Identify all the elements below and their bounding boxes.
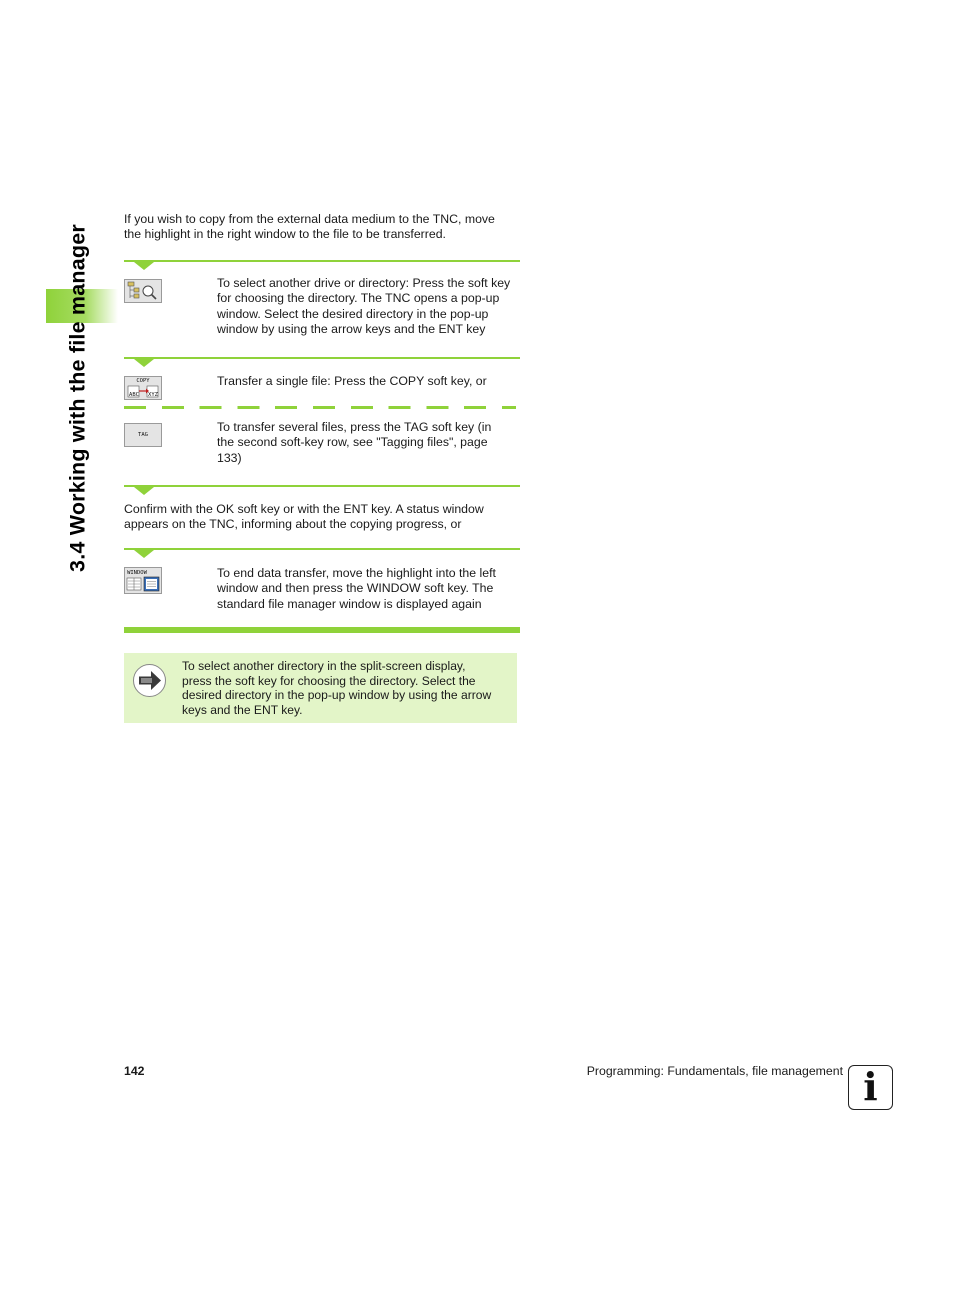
chapter-title-text: 3.4 Working with the file manager — [65, 224, 90, 572]
arrow-right-glyph — [134, 665, 165, 696]
step-4-text: Confirm with the OK soft key or with the ENT key. A status window appears on the TNC, informing about the copying progress, or — [124, 502, 484, 532]
step-divider — [124, 260, 520, 262]
step-marker — [134, 359, 154, 367]
alternative-divider — [124, 406, 516, 409]
intro-paragraph: If you wish to copy from the external data medium to the TNC, move the highlight in the right window to the file to be transferred. — [124, 212, 495, 242]
step-divider — [124, 485, 520, 487]
window-softkey-label: WINDOW — [127, 570, 147, 576]
note-text: To select another directory in the split-screen display, press the soft key for choosing the directory. Select the desired directory in the pop-up window by using the arrow keys and the ENT key. — [182, 659, 492, 717]
info-icon-glyph: i — [863, 1064, 878, 1109]
footer-section-title: Programming: Fundamentals, file management — [586, 1064, 843, 1078]
section-end-rule — [124, 627, 520, 633]
step-marker — [134, 550, 154, 558]
copy-softkey-icon — [124, 376, 162, 400]
step-2-text: Transfer a single file: Press the COPY soft key, or — [217, 374, 487, 388]
copy-source-label: ABC — [129, 392, 139, 398]
step-divider — [124, 548, 520, 550]
split-window-icon — [125, 568, 161, 593]
tag-softkey-icon — [124, 423, 162, 447]
step-divider — [124, 357, 520, 359]
step-3-text: To transfer several files, press the TAG soft key (in the second soft-key row, see "Tagging files", page 133) — [217, 420, 492, 465]
step-5-text: To end data transfer, move the highlight into the left window and then press the WINDOW soft key. The standard file manager window is displayed again — [217, 566, 496, 611]
folder-tree-magnifier-icon — [125, 280, 161, 302]
directory-select-softkey-icon — [124, 279, 162, 303]
info-icon — [848, 1065, 893, 1110]
step-marker — [134, 487, 154, 495]
step-marker — [134, 262, 154, 270]
window-softkey-icon — [124, 567, 162, 594]
tag-softkey-label: TAG — [138, 432, 148, 438]
step-1-text: To select another drive or directory: Press the soft key for choosing the directory. The TNC opens a pop-up window. Select the desired directory in the pop-up window by using the arrow keys and the ENT key — [217, 276, 511, 337]
page-number: 142 — [124, 1064, 145, 1078]
arrow-right-icon — [133, 664, 166, 697]
copy-target-label: XYZ — [148, 392, 158, 398]
copy-softkey-label: COPY — [136, 378, 150, 384]
